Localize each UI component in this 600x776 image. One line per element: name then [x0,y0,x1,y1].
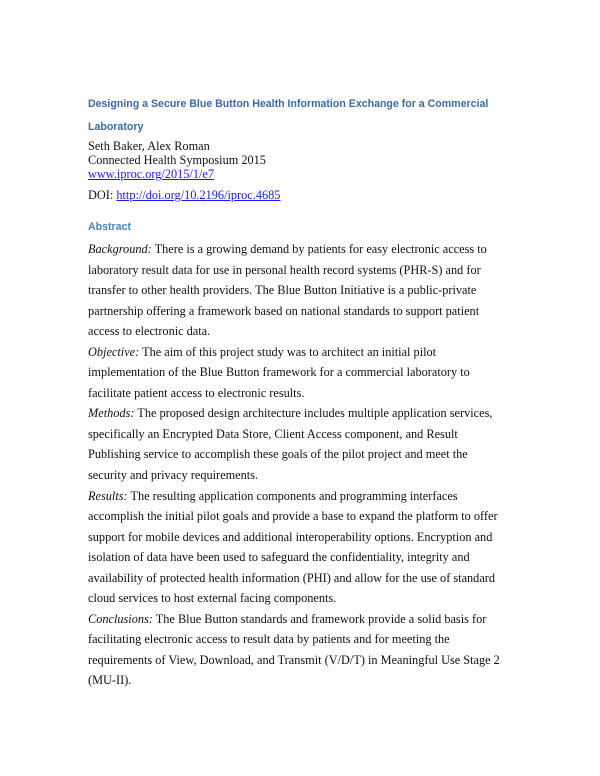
text-line [88,609,558,630]
text-line [88,424,558,445]
text-line [88,506,558,527]
text-line [88,383,558,404]
line-text: implementation of the Blue Button framework for a commercial laboratory to [88,365,470,380]
text-line [88,629,558,650]
line-text: transfer to other health providers. The Blue Button Initiative is a public-private [88,283,477,298]
text-line [88,547,558,568]
line-text: availability of protected health information (PHI) and allow for the use of standard [88,570,496,585]
line-text: cloud services to host external facing components. [88,591,337,606]
line-text: access to electronic data. [88,324,211,339]
line-text: accomplish the initial pilot goals and provide a base to expand the platform to offer [88,509,498,524]
abstract-section-background [88,239,558,342]
authors: Seth Baker, Alex Roman [88,139,210,153]
text-line [88,465,558,486]
doi-label: DOI: [88,188,117,202]
line-text: specifically an Encrypted Data Store, Client Access component, and Result [88,426,458,441]
line-text: support for mobile devices and additional interoperability options. Encryption and [88,529,493,544]
text-line [88,444,558,465]
title-line: Designing a Secure Blue Button Health Information Exchange for a Commercial [88,98,489,110]
section-label: Conclusions: [88,611,153,626]
line-text: facilitating electronic access to result data by patients and for meeting the [88,632,450,647]
text-line [88,301,558,322]
doi [88,188,558,203]
title-line: Laboratory [88,121,144,133]
text-line [88,568,558,589]
line-text: facilitate patient access to electronic results. [88,385,305,400]
text-line [88,280,558,301]
line-text: partnership offering a framework based on national standards to support patient [88,303,480,318]
text-line [88,588,558,609]
section-label: Objective: [88,344,140,359]
text-line [88,527,558,548]
line-text: Publishing service to accomplish these goals of the pilot project and meet the [88,447,468,462]
section-label: Results: [88,488,128,503]
line-text: The aim of this project study was to architect an initial pilot [139,344,437,359]
document-page [88,93,558,691]
abstract-section-conclusions [88,609,558,691]
doi-link[interactable]: http://doi.org/10.2196/iproc.4685 [116,188,281,202]
line-text: (MU-II). [88,673,132,688]
abstract-section-objective [88,342,558,404]
paper-title [88,93,558,139]
abstract-body [88,239,558,691]
line-text: There is a growing demand by patients for easy electronic access to [151,242,487,256]
venue: Connected Health Symposium 2015 [88,153,266,167]
text-line [88,260,558,281]
line-text: security and privacy requirements. [88,468,259,483]
abstract-section-results [88,486,558,609]
text-line [88,486,558,507]
section-label: Methods: [88,406,135,421]
text-line [88,239,558,260]
line-text: The proposed design architecture includes multiple application services, [134,406,493,421]
line-text: laboratory result data for use in personal health record systems (PHR-S) and for [88,262,481,277]
section-label: Background: [88,242,152,256]
text-line [88,403,558,424]
text-line [88,650,558,671]
line-text: The resulting application components and programming interfaces [127,488,458,503]
abstract-heading: Abstract [88,221,131,233]
line-text: The Blue Button standards and framework provide a solid basis for [152,611,487,626]
text-line [88,321,558,342]
abstract-section-methods [88,403,558,485]
line-text: isolation of data have been used to safeguard the confidentiality, integrity and [88,550,470,565]
proceedings-link[interactable]: www.iproc.org/2015/1/e7 [88,167,215,181]
text-line [88,342,558,363]
text-line [88,670,558,691]
line-text: requirements of View, Download, and Transmit (V/D/T) in Meaningful Use Stage 2 [88,652,500,667]
text-line [88,362,558,383]
